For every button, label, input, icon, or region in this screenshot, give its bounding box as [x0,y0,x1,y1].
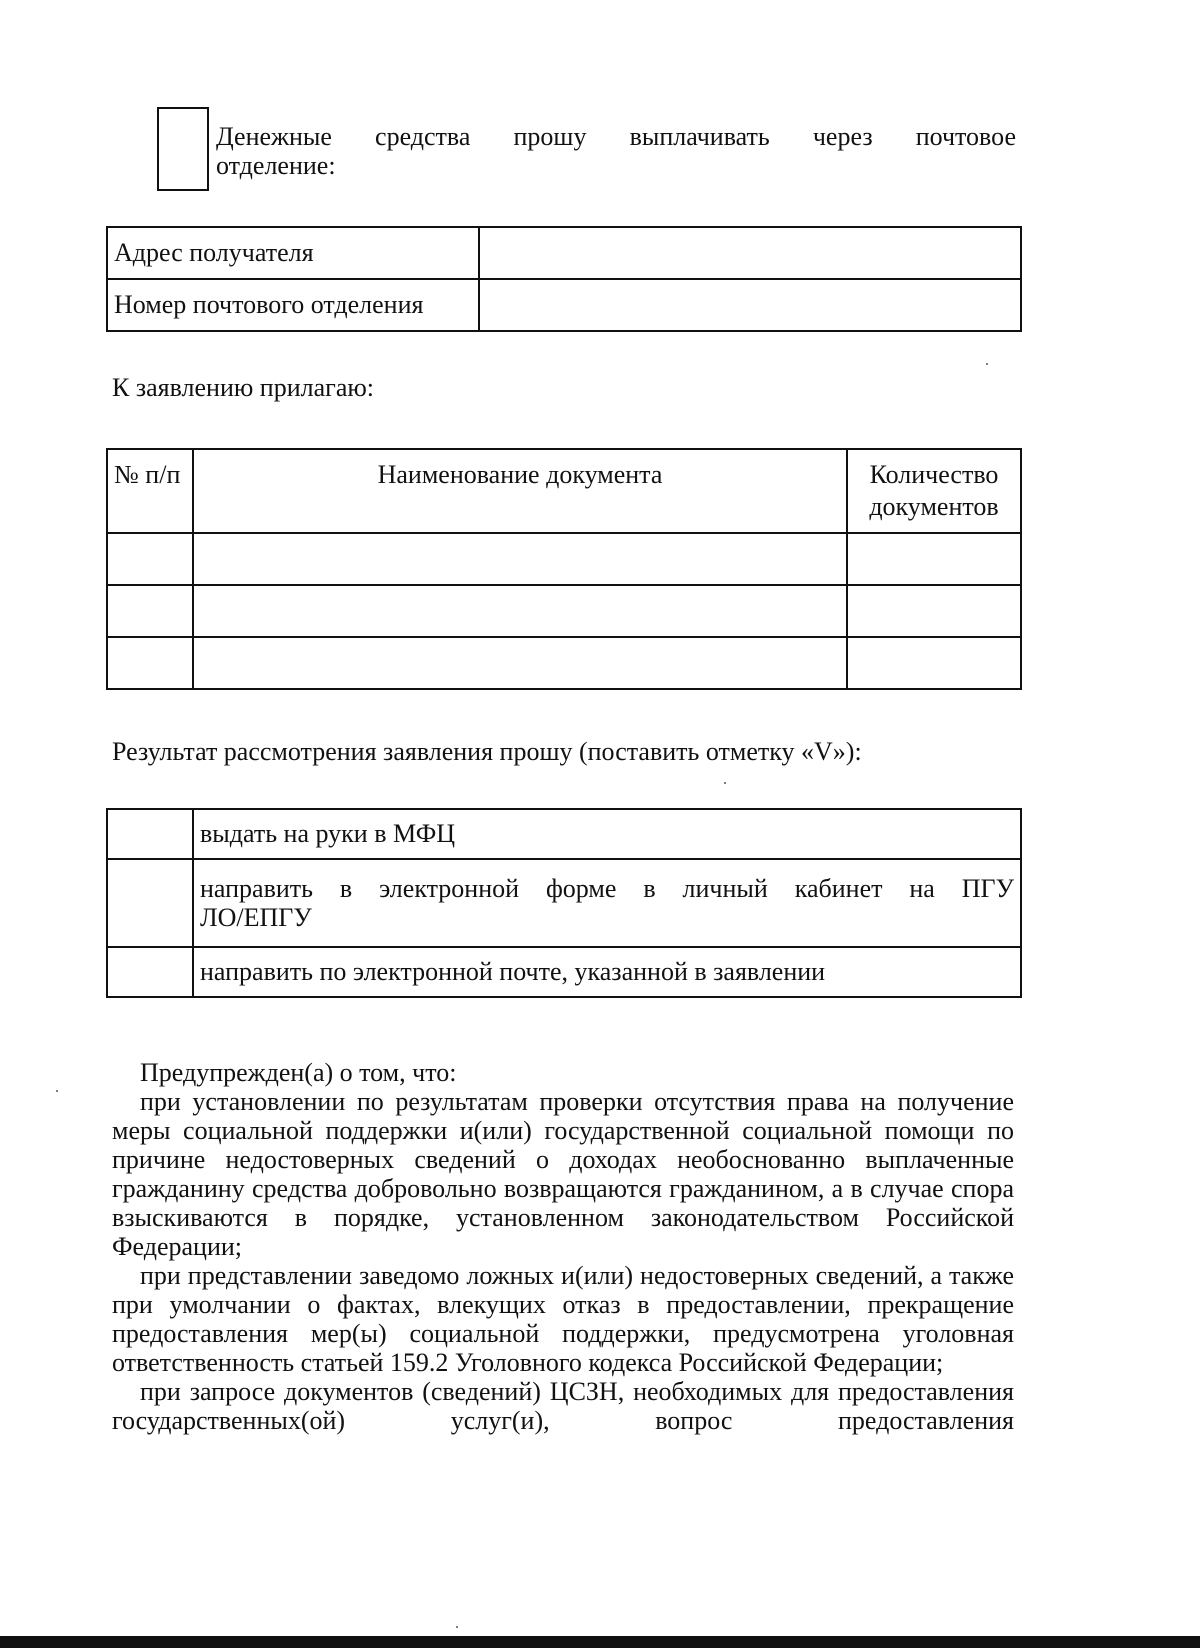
scan-speck [724,782,726,784]
recipient-address-label: Адрес получателя [107,227,479,279]
result-option-mark-email[interactable] [107,947,193,997]
attachment-row [107,585,1021,637]
scan-speck [986,363,988,365]
scan-speck [56,1090,58,1092]
attachment-name-cell[interactable] [193,585,847,637]
result-option-label-epgu [193,859,1021,947]
attachments-table [106,448,1022,690]
postal-table [106,226,1022,332]
col-quantity-header-line1: Количество [869,460,999,489]
postal-row [107,279,1021,331]
col-quantity-header [847,449,1021,533]
warning-paragraph-1: при установлении по результатам проверки отсутствия права на получение меры социальной поддержки и(или) государственной социальной помощи по причине недостоверных сведений о доходах необоснованно выплаченные гражданину средства добровольно возвращаются гражданином, а в случае спора взыскиваются в порядке, установленном законодательством Российской Федерации; [112,1087,1014,1261]
payment-text-line2: отделение: [216,151,336,180]
post-office-number-field[interactable] [479,279,1021,331]
attachments-header-row [107,449,1021,533]
postal-row [107,227,1021,279]
attachment-qty-cell[interactable] [847,637,1021,689]
result-options-table [106,808,1022,998]
attachment-row [107,533,1021,585]
col-document-name-header: Наименование документа [193,449,847,533]
result-option-row [107,947,1021,997]
attachment-qty-cell[interactable] [847,585,1021,637]
col-number-header: № п/п [107,449,193,533]
attachment-row [107,637,1021,689]
attachment-number-cell[interactable] [107,533,193,585]
result-option-label-email: направить по электронной почте, указанной в заявлении [193,947,1021,997]
scan-speck [456,1626,458,1628]
attachment-name-cell[interactable] [193,533,847,585]
result-option-mark-epgu[interactable] [107,859,193,947]
payment-text-line1: Денежные средства прошу выплачивать через почтовое [216,122,1016,151]
warning-heading: Предупрежден(а) о том, что: [140,1058,457,1087]
attachment-name-cell[interactable] [193,637,847,689]
attachments-heading: К заявлению прилагаю: [112,373,375,402]
col-quantity-header-line2: документов [869,492,999,521]
result-option-label-epgu-line2: ЛО/ЕПГУ [200,903,312,932]
result-option-row [107,859,1021,947]
scan-bottom-edge [0,1636,1200,1648]
post-office-checkbox[interactable] [157,107,209,191]
attachment-number-cell[interactable] [107,585,193,637]
post-office-number-label: Номер почтового отделения [107,279,479,331]
warning-block [112,1058,1014,1435]
attachment-number-cell[interactable] [107,637,193,689]
result-option-row [107,809,1021,859]
warning-paragraph-2: при представлении заведомо ложных и(или) недостоверных сведений, а также при умолчании о фактах, влекущих отказ в предоставлении, прекращение предоставления мер(ы) социальной поддержки, предусмотрена уголовная ответственность статьей 159.2 Уголовного кодекса Российской Федерации; [112,1261,1014,1377]
result-option-label-epgu-line1: направить в электронной форме в личный кабинет на ПГУ [200,874,1014,903]
recipient-address-field[interactable] [479,227,1021,279]
result-option-mark-mfc[interactable] [107,809,193,859]
attachment-qty-cell[interactable] [847,533,1021,585]
result-heading: Результат рассмотрения заявления прошу (поставить отметку «V»): [112,737,862,766]
warning-paragraph-3: при запросе документов (сведений) ЦСЗН, необходимых для предоставления государственных(ой) услуг(и), вопрос предоставления [112,1377,1014,1435]
result-option-label-mfc: выдать на руки в МФЦ [193,809,1021,859]
